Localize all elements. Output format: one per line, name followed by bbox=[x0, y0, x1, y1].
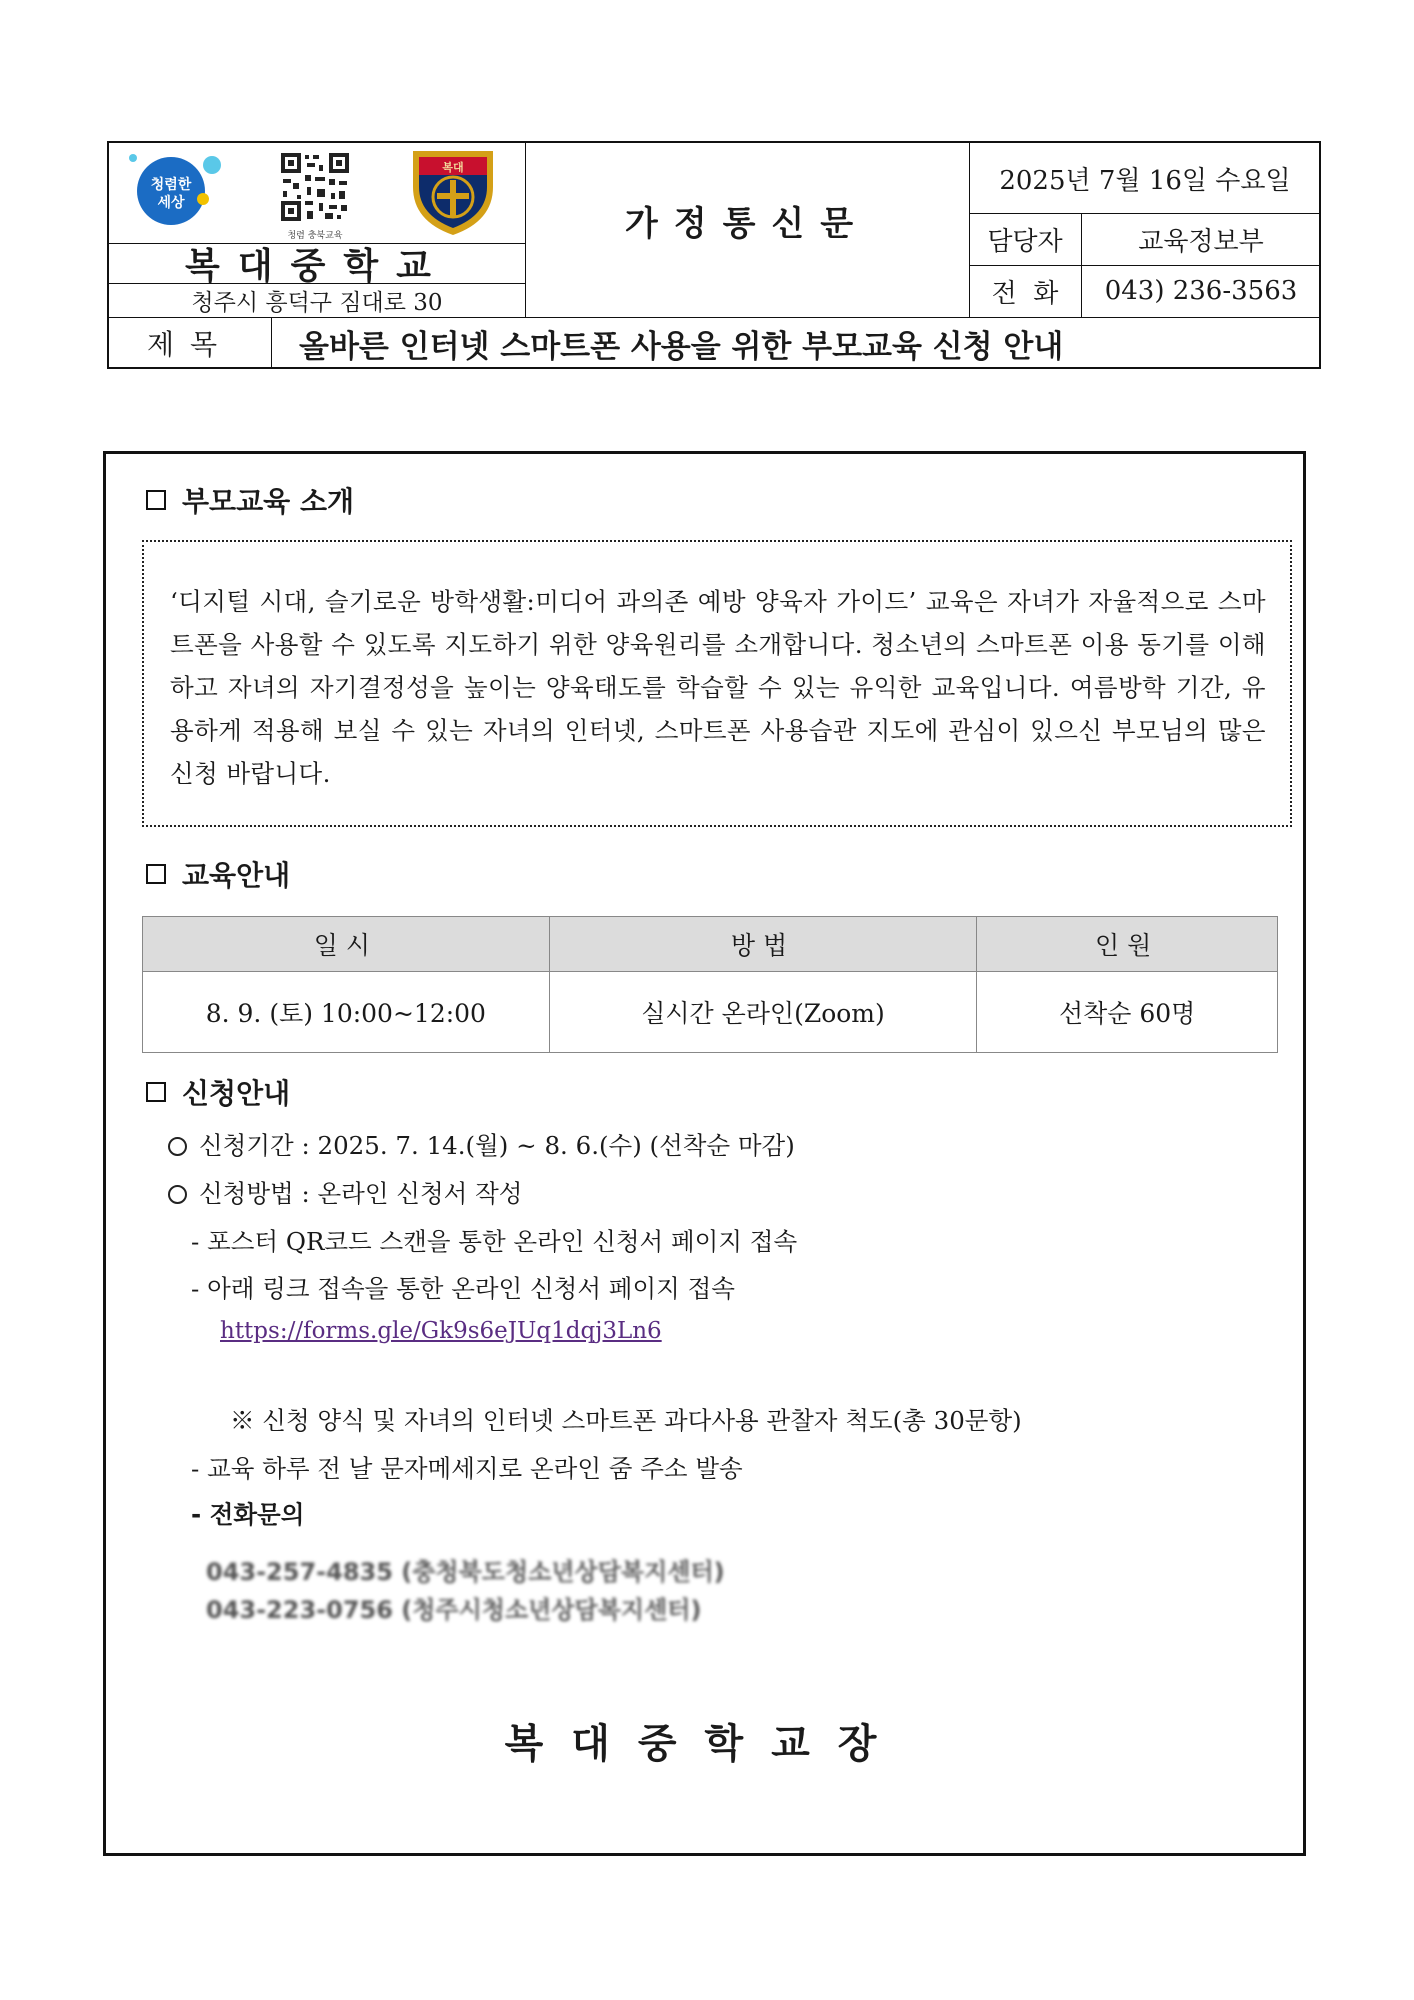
intro-text: ‘디지털 시대, 슬기로운 방학생활:미디어 과의존 예방 양육자 가이드’ 교육은 자녀가 자율적으로 스마트폰을 사용할 수 있도록 지도하기 위한 양육원리를 소개합니다. 청소년의 스마트폰 이용 동기를 이해하고 자녀의 자기결정성을 높이는 양육태도를 학습할 수 있는 유익한 교육입니다. 여름방학 기간, 유용하게 적용해 보실 수 있는 자녀의 인터넷, 스마트폰 사용습관 지도에 관심이 있으신 부모님의 많은 신청 바랍니다. bbox=[170, 587, 1266, 788]
apply-period-text: 신청기간 : 2025. 7. 14.(월) ~ 8. 6.(수) (선착순 마감) bbox=[199, 1131, 795, 1160]
principal-signature: 복대중학교장 bbox=[504, 1721, 905, 1767]
subject-text: 올바른 인터넷 스마트폰 사용을 위한 부모교육 신청 안내 bbox=[299, 328, 1064, 365]
application-form-link[interactable]: https://forms.gle/Gk9s6eJUq1dqj3Ln6 bbox=[220, 1318, 662, 1344]
logo-text: 세상 bbox=[157, 195, 185, 211]
manager-label: 담당자 bbox=[987, 226, 1063, 257]
issue-date: 2025년 7월 16일 수요일 bbox=[999, 165, 1291, 196]
content-frame bbox=[103, 451, 1306, 1856]
dash-zoom: - 교육 하루 전 날 문자메세지로 온라인 줌 주소 발송 bbox=[191, 1454, 743, 1483]
table-cell-capacity: 선착순 60명 bbox=[977, 972, 1278, 1053]
column-header: 일시 bbox=[143, 917, 550, 972]
dash-link: - 아래 링크 접속을 통한 온라인 신청서 페이지 접속 bbox=[191, 1274, 735, 1303]
table-row bbox=[143, 972, 1278, 1053]
qr-code-icon bbox=[279, 151, 351, 241]
section-heading-text: 신청안내 bbox=[182, 1077, 291, 1110]
section-heading-text: 교육안내 bbox=[182, 859, 291, 892]
header-table bbox=[107, 141, 1321, 369]
subject-label: 제목 bbox=[146, 328, 234, 361]
edu-table bbox=[142, 916, 1278, 1053]
emblem-text: 복대 bbox=[442, 161, 464, 174]
school-name: 복대중학교 bbox=[185, 245, 449, 287]
table-cell-datetime: 8. 9. (토) 10:00~12:00 bbox=[143, 972, 550, 1053]
apply-period bbox=[168, 1127, 795, 1162]
manager-value: 교육정보부 bbox=[1138, 226, 1264, 257]
apply-method bbox=[168, 1175, 522, 1210]
school-emblem-icon bbox=[413, 151, 493, 235]
phone-label: 전 화 bbox=[991, 278, 1059, 309]
school-address: 청주시 흥덕구 짐대로 30 bbox=[191, 289, 443, 316]
circle-bullet-icon bbox=[168, 1185, 187, 1204]
section-heading-text: 부모교육 소개 bbox=[182, 485, 355, 518]
intro-box bbox=[142, 540, 1292, 827]
checkbox-square-icon bbox=[146, 1082, 166, 1102]
checkbox-square-icon bbox=[146, 490, 166, 510]
phone-contact-1: 043-257-4835 (충청북도청소년상담복지센터) bbox=[206, 1558, 725, 1586]
document-title: 가정통신문 bbox=[624, 203, 870, 244]
logo-area bbox=[109, 143, 525, 243]
qr-caption: 청렴 충북교육 bbox=[287, 231, 343, 241]
circle-bullet-icon bbox=[168, 1137, 187, 1156]
checkbox-square-icon bbox=[146, 864, 166, 884]
column-header: 방법 bbox=[549, 917, 977, 972]
phone-contact-2: 043-223-0756 (청주시청소년상담복지센터) bbox=[206, 1596, 702, 1624]
section-heading-intro bbox=[146, 480, 354, 520]
integrity-logo bbox=[129, 154, 221, 225]
table-cell-method: 실시간 온라인(Zoom) bbox=[549, 972, 977, 1053]
logo-text: 청렴한 bbox=[150, 177, 192, 193]
note-text: ※ 신청 양식 및 자녀의 인터넷 스마트폰 과다사용 관찰자 척도(총 30문항) bbox=[230, 1406, 1022, 1435]
dash-phone: - 전화문의 bbox=[191, 1500, 305, 1529]
apply-method-text: 신청방법 : 온라인 신청서 작성 bbox=[199, 1179, 523, 1208]
logo-graphics bbox=[109, 143, 525, 243]
table-header-row bbox=[143, 917, 1278, 972]
column-header: 인원 bbox=[977, 917, 1278, 972]
section-heading-apply bbox=[146, 1072, 290, 1112]
dash-qr: - 포스터 QR코드 스캔을 통한 온라인 신청서 페이지 접속 bbox=[191, 1227, 798, 1256]
phone-value: 043) 236-3563 bbox=[1104, 276, 1298, 306]
section-heading-edu bbox=[146, 854, 290, 894]
